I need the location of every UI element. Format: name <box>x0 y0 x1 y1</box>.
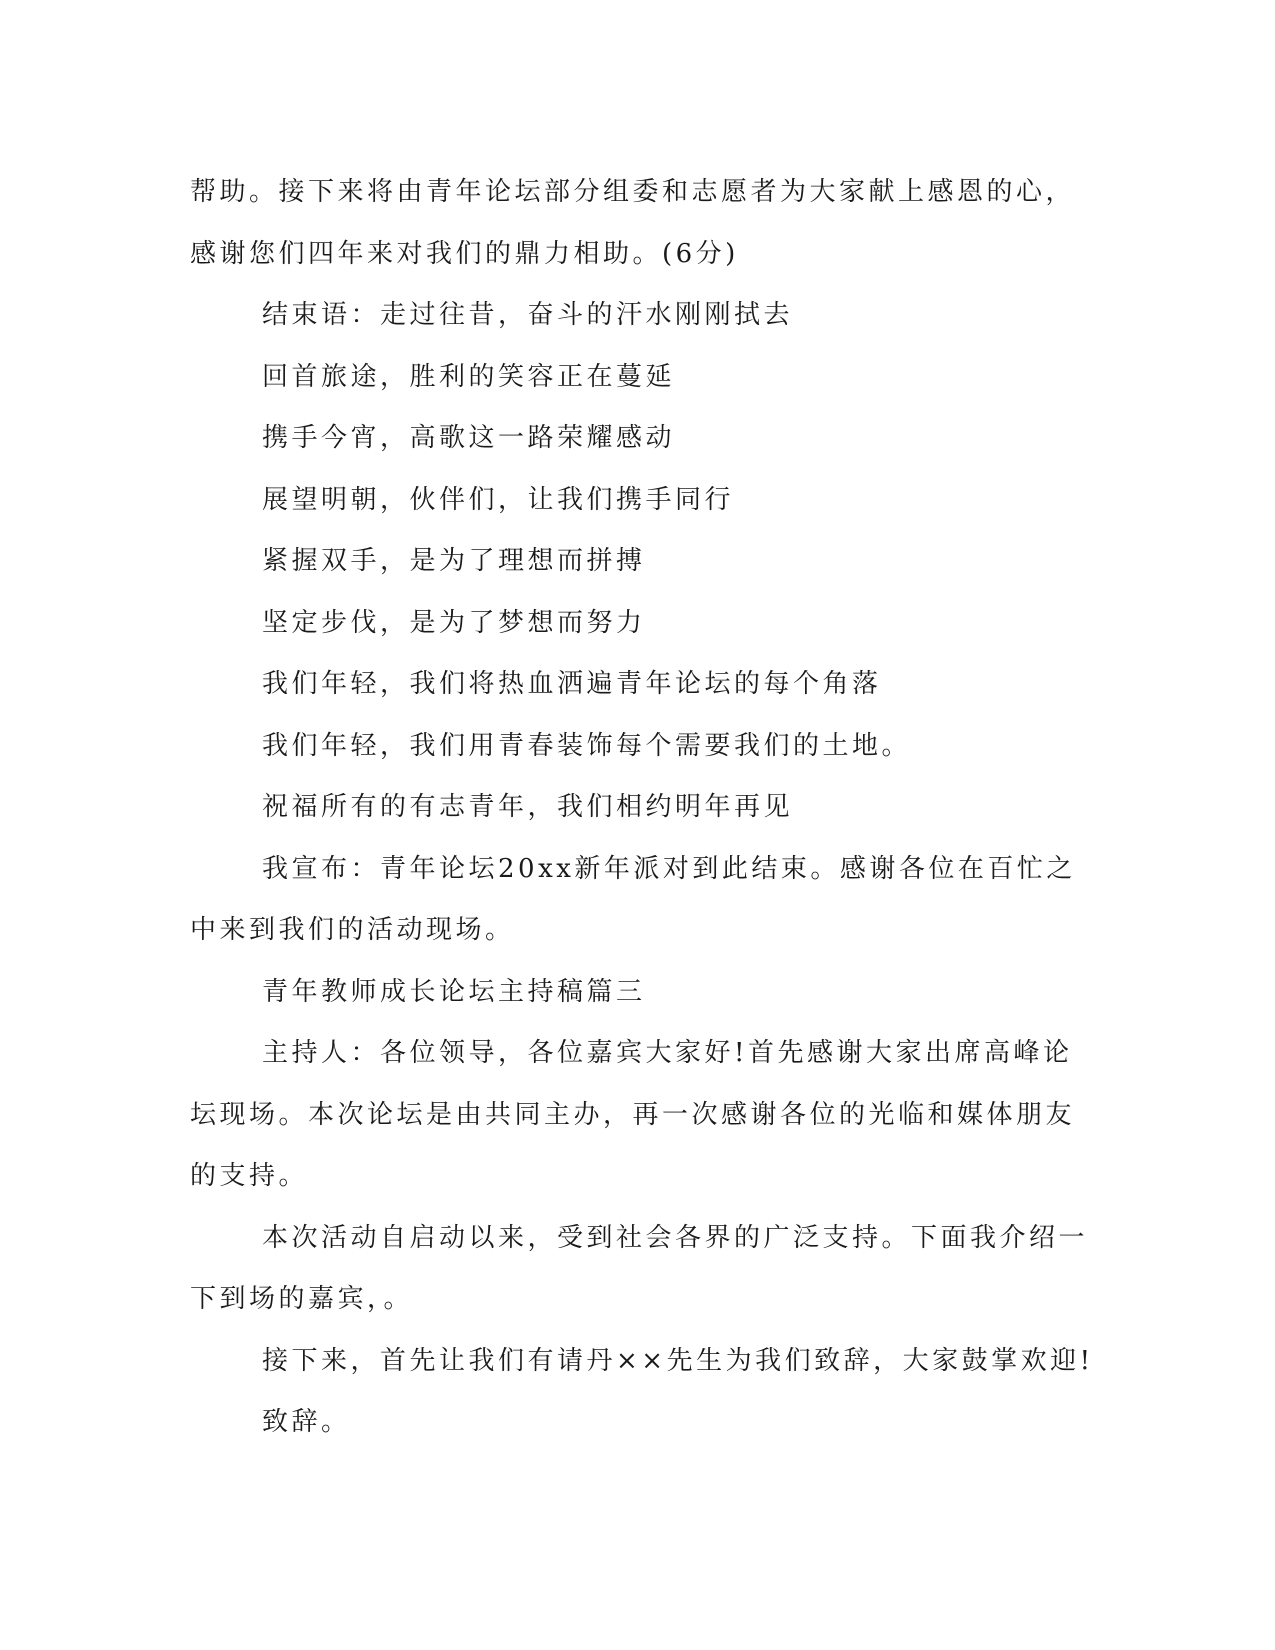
document-body <box>190 162 1094 1454</box>
section-title: 青年教师成长论坛主持稿篇三 <box>262 976 646 1007</box>
paragraph-line: 致辞。 <box>262 1407 351 1437</box>
paragraph-line: 我宣布：青年论坛20xx新年派对到此结束。感谢各位在百忙之 <box>262 853 1076 884</box>
poem-line: 祝福所有的有志青年，我们相约明年再见 <box>262 792 794 822</box>
poem-line: 回首旅途，胜利的笑容正在蔓延 <box>262 361 676 392</box>
poem-line: 我们年轻，我们用青春装饰每个需要我们的土地。 <box>262 730 912 761</box>
paragraph-line: 本次活动自启动以来，受到社会各界的广泛支持。下面我介绍一 <box>262 1222 1089 1253</box>
paragraph-line: 下到场的嘉宾，。 <box>190 1284 414 1314</box>
poem-line: 紧握双手，是为了理想而拼搏 <box>262 546 646 576</box>
poem-line: 携手今宵，高歌这一路荣耀感动 <box>262 423 676 453</box>
closing-remarks-line: 结束语：走过往昔，奋斗的汗水刚刚拭去 <box>262 300 794 330</box>
paragraph-line: 的支持。 <box>190 1161 309 1191</box>
paragraph-line: 坛现场。本次论坛是由共同主办，再一次感谢各位的光临和媒体朋友 <box>190 1099 1076 1130</box>
paragraph-line: 中来到我们的活动现场。 <box>190 915 515 945</box>
paragraph-line: 主持人：各位领导，各位嘉宾大家好!首先感谢大家出席高峰论 <box>262 1038 1073 1068</box>
poem-line: 我们年轻，我们将热血洒遍青年论坛的每个角落 <box>262 669 882 699</box>
poem-line: 展望明朝，伙伴们，让我们携手同行 <box>262 484 735 515</box>
paragraph-line: 接下来，首先让我们有请丹××先生为我们致辞，大家鼓掌欢迎! <box>262 1345 1094 1376</box>
poem-line: 坚定步伐，是为了梦想而努力 <box>262 607 646 638</box>
paragraph-line: 感谢您们四年来对我们的鼎力相助。(6分) <box>190 238 739 269</box>
paragraph-line: 帮助。接下来将由青年论坛部分组委和志愿者为大家献上感恩的心， <box>190 177 1076 207</box>
